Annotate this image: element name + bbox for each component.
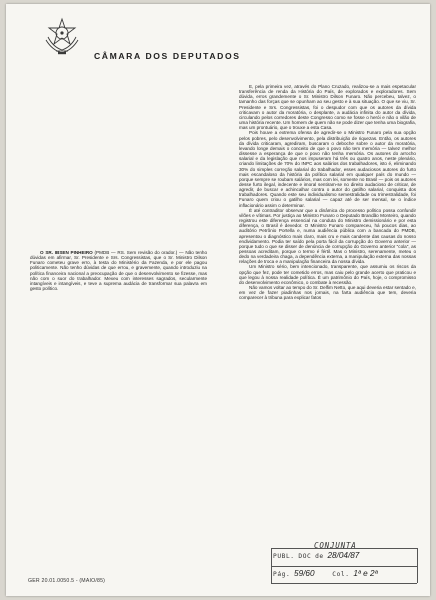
speech-text: (PMDB — RS. Sem revisão do orador.) — Não tenho dúvidas em afirmar, Sr. Presidente e Srs. Congressistas, que o Sr. Ministro Dilson Funaro cometeu grave erro, à testa do Ministério da Fazenda, e por ele pagou politicamente. Não tenho dúvidas de que errou, e gravemente, quando introduziu na política financeira nacional a preocupação de que o desenvolvimento se fizesse, mas não com o suor do trabalhador. Mexeu com interesses sagrados, secularmente intangíveis e intangíveis, e teve a suprema audácia de transformar sua palavra em gesto político.	[30, 250, 207, 292]
speech-paragraph	[30, 250, 207, 291]
speech-paragraph: Pois houve a extrema ofensa de agredir-se o Ministro Funaro pela sua opção pelos pobres, pelo desenvolvimento, pela distribuição de riquezas. Então, os autores da dívida criticaram, agrediram, buscaram o deboche sobre o autor da moratória, levando longe demais o conceito de que o povo não tem memória — talvez melhor dissesse a esperança de que o povo não tenha memória. Os autores do arrocho salarial e da legislação que nos impuseram há três ou quatro anos, neste plenário, criando limitações de 70% do INPC aos salários dos trabalhadores, isto é, eliminando 30% do simples correção salarial do trabalhador, esses audaciosos autores do furto mais escandaloso da história da política salarial em qualquer país do mundo — porque sempre se roubam salários, mas com lei, somente no Brasil — pois os autores desse furto ilegal, indecente e imoral sentiram-se no direito audacioso de criticar, de agredir, de buscar e achincalhar contra o autor do gatilho salarial, conquista dos trabalhadores. Quando este seu individualismo semestralidade ou trimestralidade, foi Funaro quem criou o gatilho salarial — capaz até de ser mensal, se o índice inflacionário assim o determinar.	[239, 130, 416, 208]
date-label: de	[315, 553, 324, 560]
page-number: 59/60	[294, 569, 315, 578]
publication-stamp	[271, 541, 417, 585]
col-label: Col.	[332, 571, 350, 578]
speech-paragraph: Não vamos voltar ao tempo do Sr. Delfim Netto, que aqui deveria estar sentado e, em vez de fazer piadinhas nos jornais, na farta audiência que tem, deveria comparecer à tribuna para explicar fatos	[239, 285, 416, 301]
column-number: 1ª e 2ª	[353, 569, 378, 578]
stamp-publication-row	[273, 551, 359, 560]
page-label: Pág.	[273, 571, 291, 578]
doc-label: DOC	[298, 553, 312, 560]
stamp-title: CONJUNTA	[314, 541, 357, 550]
form-code: GER 20.01.0050.5 - (MAIO/85)	[28, 578, 106, 584]
speech-column-right	[239, 84, 416, 301]
chamber-header: CÂMARA DOS DEPUTADOS	[94, 51, 241, 61]
publication-date: 28/04/87	[327, 551, 360, 560]
document-page	[6, 4, 430, 596]
speech-paragraph: E, pela primeira vez, através do Plano Cruzado, realizou-se a mais espetacular transferência de renda da História do País, de explorados e exploradores. Sem dúvida, erros grandemente o Sr. Ministro Dilson Funaro. Não percebeu, talvez, o tamanho das forças que se opunham ao seu gesto e à sua situação. O que se viu, Sr. Presidente e Srs. Congressistas, foi o despudor com que os autores da dívida criticavam o autor da moratória, o desplante, a audácia infinita do autor da dívida, circulando pelos corredores deste Congresso como se fosse o herói e não o vilão de uma história recente. Um homem de quem não se pode dizer que tenha uma biografia, mas um prontuário, que o trouxe a esta Casa.	[239, 84, 416, 131]
speech-column-left	[30, 250, 207, 291]
speaker-name: O SR. IBSEN PINHEIRO	[40, 250, 93, 255]
publ-label: PUBL.	[273, 553, 295, 560]
speech-paragraph: É até contraditor observar que a dinâmica do processo político possa confundir vilões e vítimas. Por justiça ao Ministro Funaro o Deputado Brandão Monteiro, quando registrou este diferença essencial na conduta do Ministro demissionário e por esta diferença, o Brasil é devedor. O Ministro Funaro compareceu, há poucos dias, ao auditório Petrônio Portella e, numa audiência pública com a bancada do PMDB, apresentou o diagnóstico mais claro, mais cru e mais candente das causas do nosso endividamento. Podia ter saído pela porta fácil da corrupção do Governo anterior — porque tudo o que se disser de denúncia de corrupção do Governo anterior "cola", as pessoas acreditam, porque o termo é fértil. Mas o Ministro, serenamente, meteu o dedo na verdadeira chaga, a dependência externa, a manipulação externa das nossas relações de troca e a manipulação financeira da nossa dívida.	[239, 207, 416, 265]
stamp-page-row	[273, 569, 378, 578]
coat-of-arms-icon	[42, 16, 82, 56]
speech-paragraph: Um Ministro sério, bem intencionado, transparente, que assumiu os riscos da opção que fez, pode ter cometido erros, mas caiu pelo grande acerto que praticou e que legou à nossa realidade política. É um patrimônio do País, hoje, o compromisso do desenvolvimento econômico, o combate à recessão.	[239, 264, 416, 285]
